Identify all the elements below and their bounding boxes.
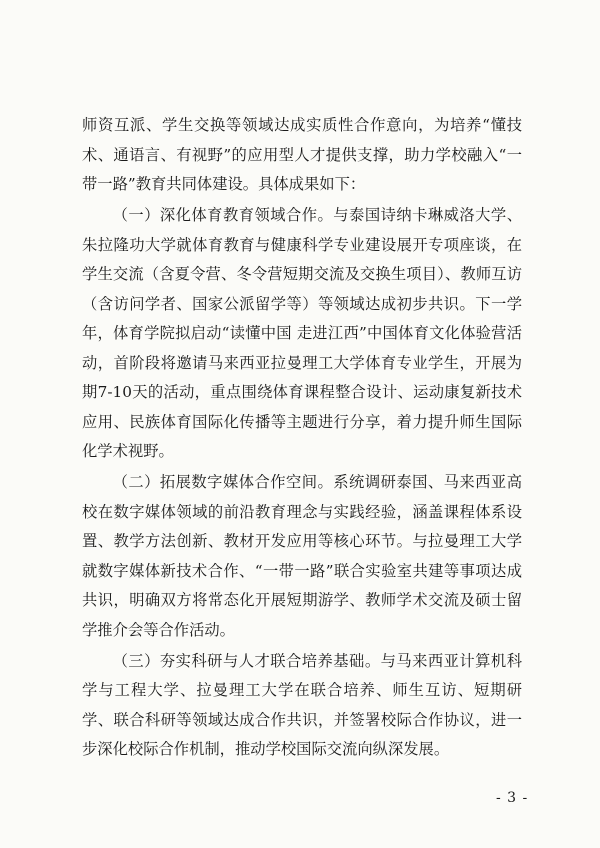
paragraph-item-1: （一）深化体育教育领域合作。与泰国诗纳卡琳威洛大学、朱拉隆功大学就体育教育与健康科学专业建设展开专项座谈，在学生交流（含夏令营、冬令营短期交流及交换生项目）、教师互访（含访问学者、国家公派留学等）等领域达成初步共识。下一学年，体育学院拟启动“读懂中国 走进江西”中国体育文化体验营活动，首阶段将邀请马来西亚拉曼理工大学体育专业学生，开展为期7-10天的活动，重点围绕体育课程整合设计、运动康复新技术应用、民族体育国际化传播等主题进行分享，着力提升师生国际化学术视野。: [82, 206, 522, 460]
document-body: [82, 111, 522, 765]
paragraph-item-2: （二）拓展数字媒体合作空间。系统调研泰国、马来西亚高校在数字媒体领域的前沿教育理念与实践经验，涵盖课程体系设置、教学方法创新、教材开发应用等核心环节。与拉曼理工大学就数字媒体新技术合作、“一带一路”联合实验室共建等事项达成共识，明确双方将常态化开展短期游学、教师学术交流及硕士留学推介会等合作活动。: [82, 473, 522, 639]
paragraph-item-3: （三）夯实科研与人才联合培养基础。与马来西亚计算机科学与工程大学、拉曼理工大学在联合培养、师生互访、短期研学、联合科研等领域达成合作共识，并签署校际合作协议，进一步深化校际合作机制，推动学校国际交流向纵深发展。: [82, 651, 522, 758]
page-number: - 3 -: [496, 790, 529, 806]
paragraph-continuation: 师资互派、学生交换等领域达成实质性合作意向，为培养“懂技术、通语言、有视野”的应用型人才提供支撑，助力学校融入“一带一路”教育共同体建设。具体成果如下：: [82, 116, 522, 193]
